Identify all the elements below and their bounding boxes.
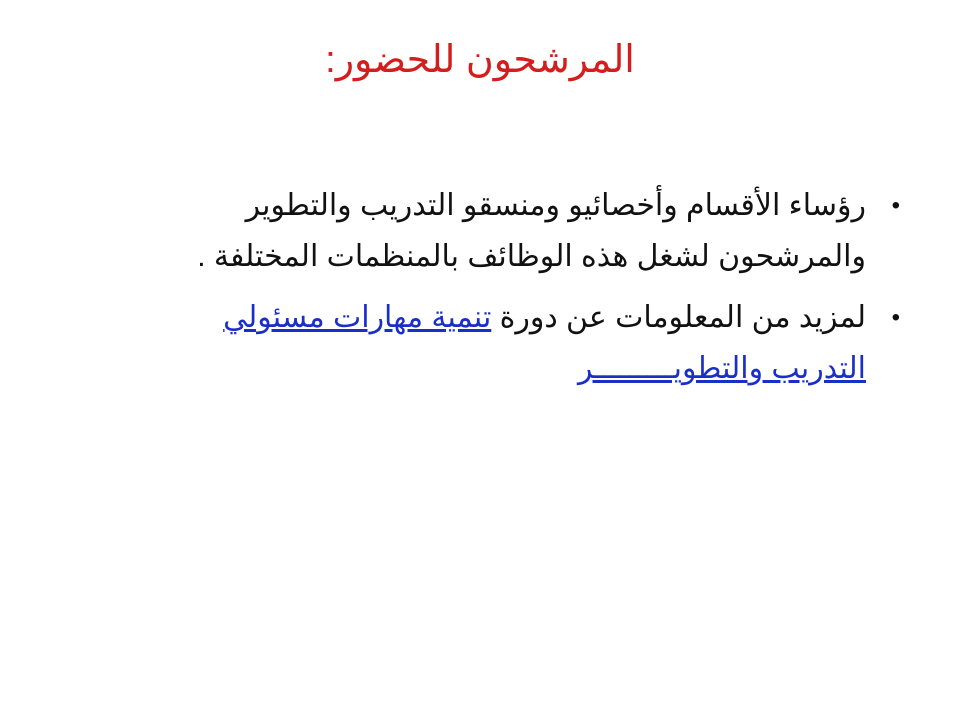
bullet-item-attendees [140,180,900,282]
bullet-list [140,180,900,404]
bullet-text: رؤساء الأقسام وأخصائيو ومنسقو التدريب والتطوير والمرشحون لشغل هذه الوظائف بالمنظمات المختلفة . [197,189,866,273]
bullet-item-more-info [140,292,900,394]
bullet-icon: • [891,192,900,219]
bullet-icon: • [891,304,900,331]
bullet-text: لمزيد من المعلومات عن دورة [491,301,866,334]
course-link[interactable]: تنمية مهارات مسئولي التدريب والتطويـــــــــر [223,301,866,385]
slide-title: المرشحون للحضور: [325,39,635,81]
